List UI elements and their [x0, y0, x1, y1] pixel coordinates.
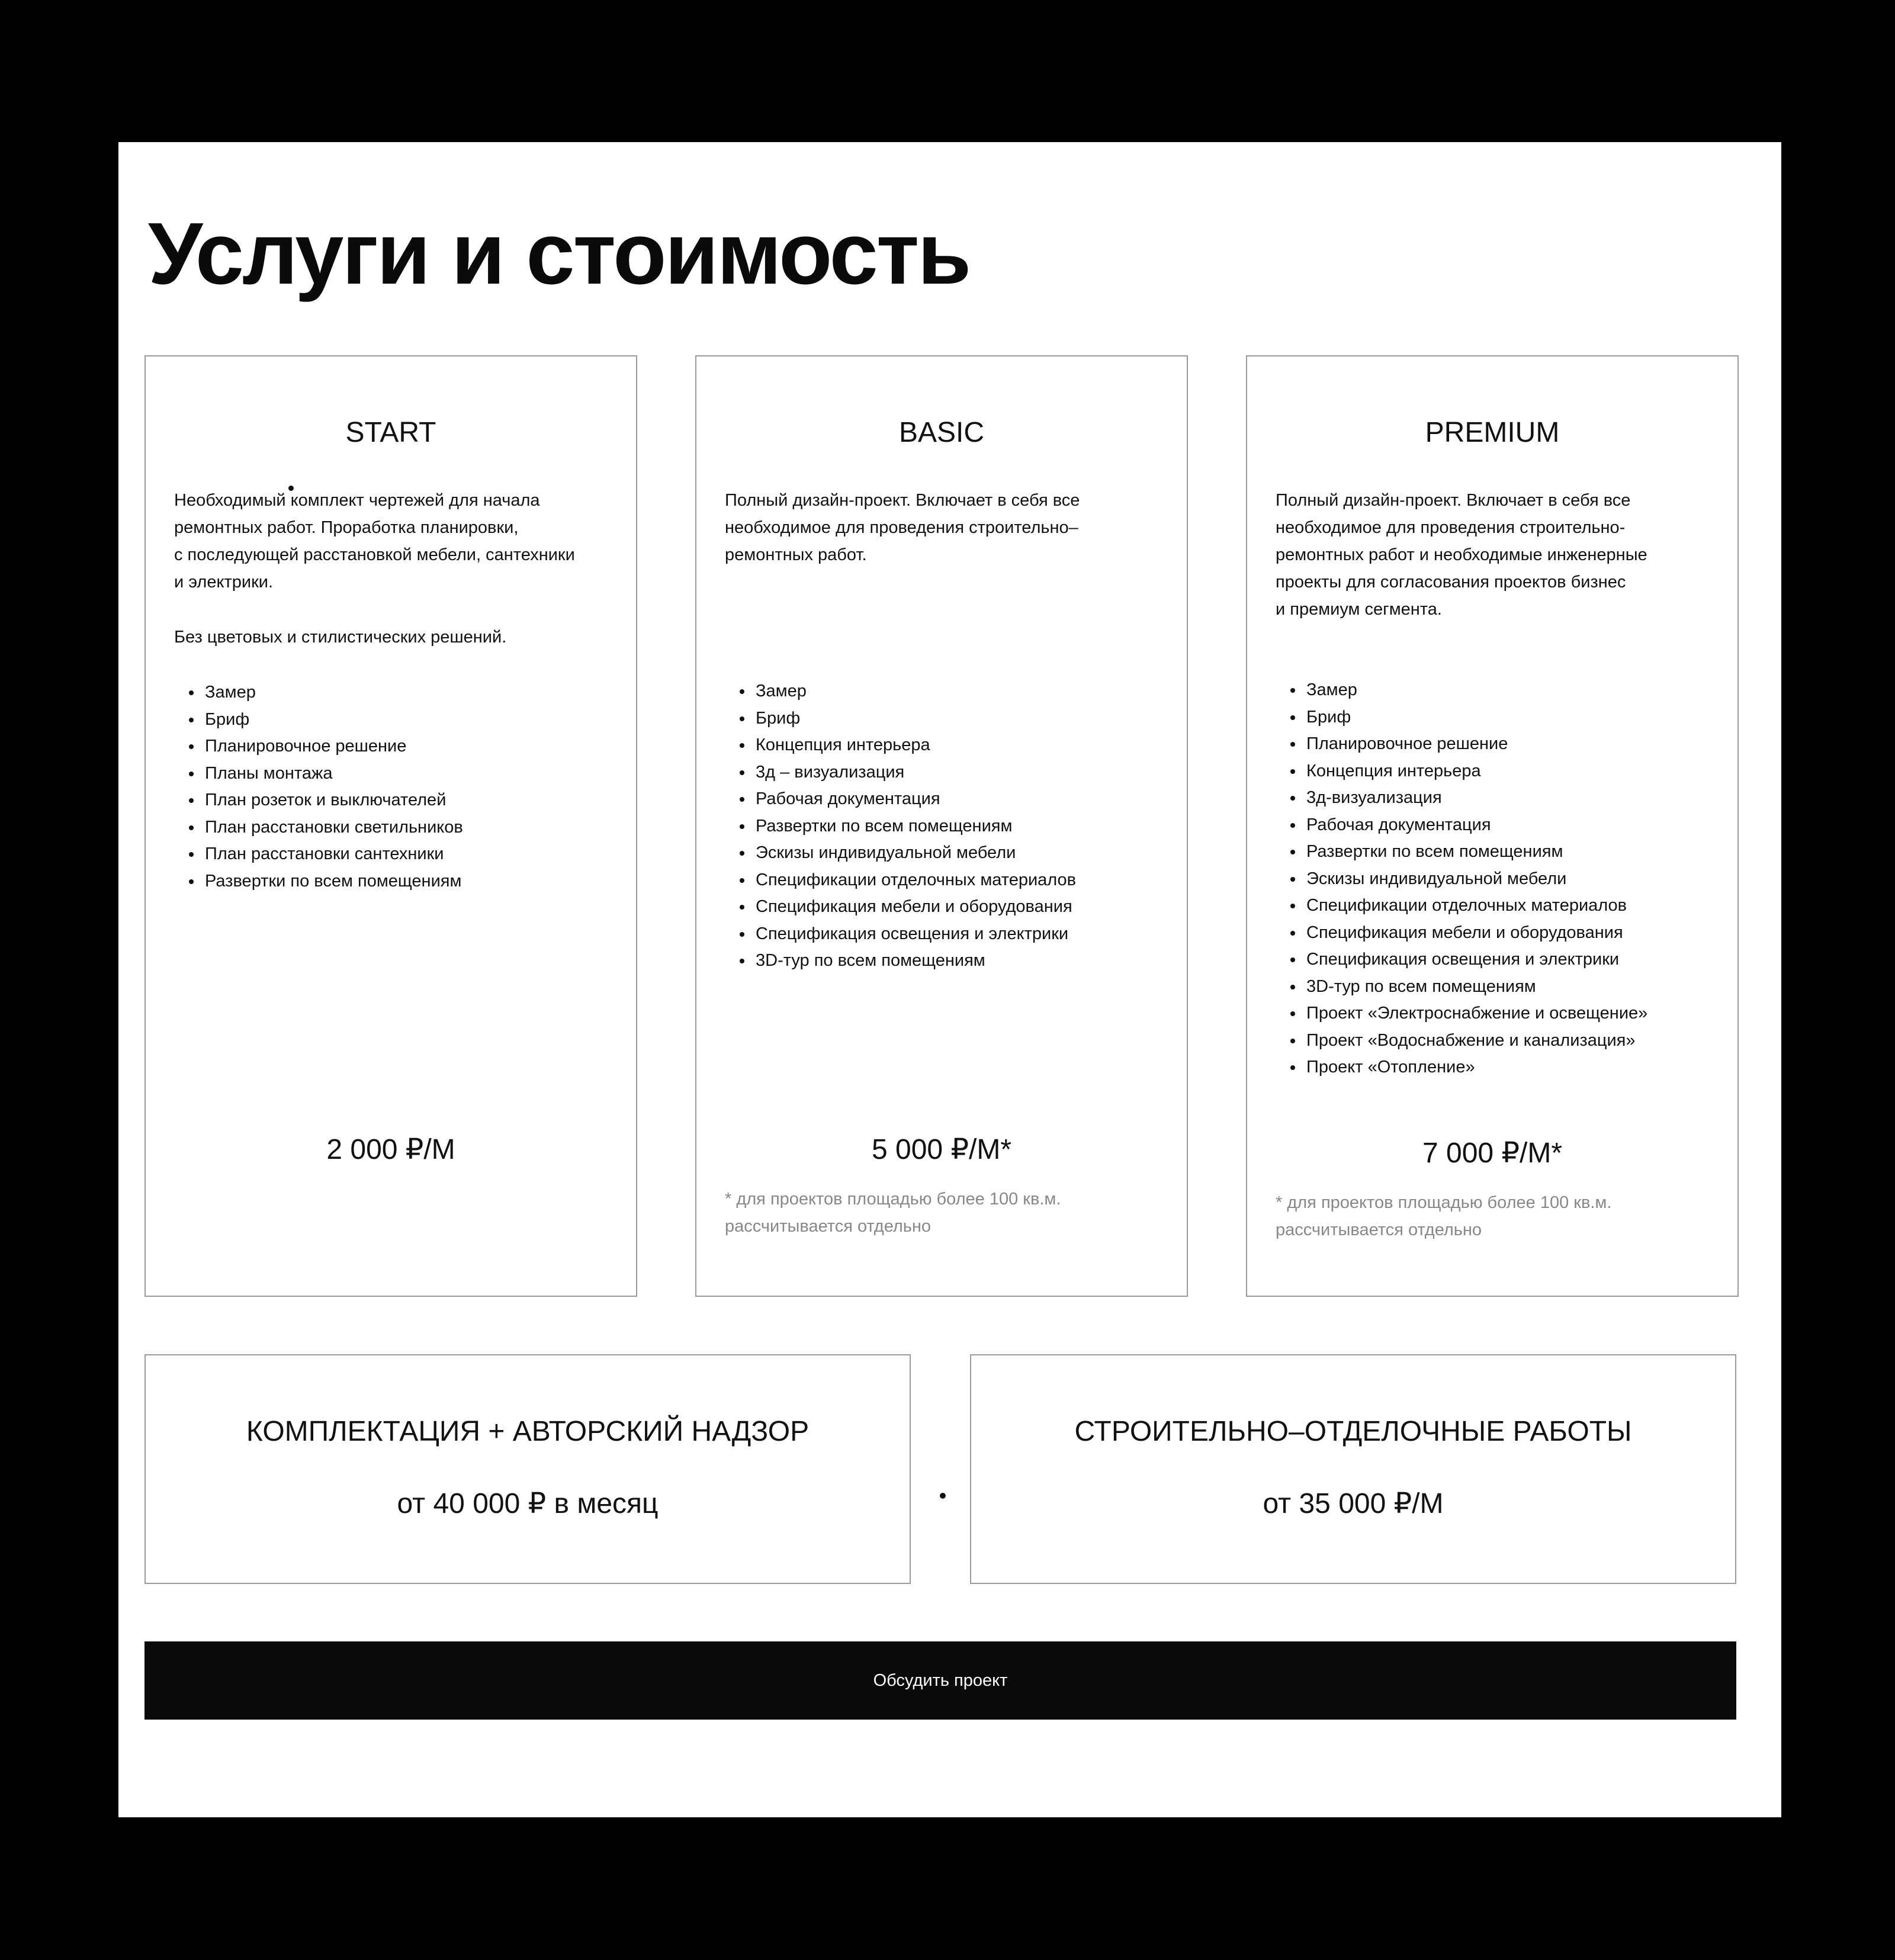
plan-description [725, 487, 1158, 568]
list-item: • Планировочное решение [203, 733, 624, 760]
feature-list [1276, 677, 1726, 1081]
service-price: от 35 000 ₽/М [1263, 1488, 1444, 1519]
list-item: • Развертки по всем помещениям [753, 813, 1175, 840]
service-price: от 40 000 ₽ в месяц [397, 1488, 659, 1519]
list-item: • Замер [753, 678, 1175, 705]
decorative-dot [288, 486, 294, 491]
feature-list [725, 678, 1175, 975]
list-item: • Развертки по всем помещениям [203, 868, 624, 895]
plan-description-text: Необходимый комплект чертежей для начала ремонтных работ. Проработка планировки, с последующей расстановкой мебели, сантехники и электрики. [174, 491, 575, 592]
list-item: • Рабочая документация [1304, 812, 1726, 839]
list-item: • Спецификация мебели и оборудования [753, 894, 1175, 921]
list-item: • Эскизы индивидуальной мебели [753, 840, 1175, 867]
plan-description [174, 487, 608, 651]
list-item: • Бриф [753, 705, 1175, 732]
service-title: СТРОИТЕЛЬНО–ОТДЕЛОЧНЫЕ РАБОТЫ [1074, 1416, 1632, 1447]
pricing-page [118, 142, 1781, 1817]
service-title: КОМПЛЕКТАЦИЯ + АВТОРСКИЙ НАДЗОР [246, 1416, 810, 1447]
list-item: • Проект «Электроснабжение и освещение» [1304, 1000, 1726, 1027]
plan-description-text: Полный дизайн-проект. Включает в себя все необходимое для проведения строительно- ремонтных работ и необходимые инженерные проекты для согласования проектов бизнес и премиум сегмента. [1276, 491, 1647, 619]
list-item: • Проект «Водоснабжение и канализация» [1304, 1027, 1726, 1055]
list-item: • План розеток и выключателей [203, 787, 624, 814]
plan-description-text: Полный дизайн-проект. Включает в себя все необходимое для проведения строительно– ремонтных работ. [725, 491, 1080, 564]
decorative-dot [940, 1493, 946, 1499]
plan-title: PREMIUM [1425, 417, 1560, 448]
list-item: • Эскизы индивидуальной мебели [1304, 866, 1726, 893]
list-item: • План расстановки сантехники [203, 841, 624, 868]
list-item: • 3D-тур по всем помещениям [753, 947, 1175, 975]
list-item: • Планы монтажа [203, 760, 624, 788]
plan-description [1276, 487, 1709, 623]
list-item: • Рабочая документация [753, 786, 1175, 813]
list-item: • Спецификация мебели и оборудования [1304, 920, 1726, 947]
plan-card-basic [695, 355, 1188, 1297]
list-item: • 3д-визуализация [1304, 785, 1726, 812]
feature-list [174, 679, 624, 895]
list-item: • Концепция интерьера [753, 732, 1175, 759]
list-item: • Спецификация освещения и электрики [1304, 946, 1726, 973]
plan-description-text: Без цветовых и стилистических решений. [174, 628, 507, 647]
service-card-construction [970, 1354, 1736, 1584]
list-item: • Бриф [203, 706, 624, 734]
list-item: • Проект «Отопление» [1304, 1054, 1726, 1081]
plan-price: 2 000 ₽/М [326, 1134, 455, 1165]
plan-card-start [144, 355, 637, 1297]
list-item: • Спецификации отделочных материалов [1304, 892, 1726, 920]
list-item: • Спецификации отделочных материалов [753, 867, 1175, 894]
plan-card-premium [1246, 355, 1739, 1297]
list-item: • Замер [203, 679, 624, 706]
discuss-project-button[interactable]: Обсудить проект [144, 1641, 1736, 1720]
list-item: • 3D-тур по всем помещениям [1304, 973, 1726, 1001]
plan-price: 5 000 ₽/М* [872, 1134, 1011, 1165]
list-item: • 3д – визуализация [753, 759, 1175, 786]
plan-price-note: * для проектов площадью более 100 кв.м. рассчитывается отдельно [1276, 1193, 1612, 1239]
list-item: • Замер [1304, 677, 1726, 704]
list-item: • Концепция интерьера [1304, 758, 1726, 785]
list-item: • Развертки по всем помещениям [1304, 838, 1726, 866]
list-item: • Спецификация освещения и электрики [753, 921, 1175, 948]
plan-price-note: * для проектов площадью более 100 кв.м. рассчитывается отдельно [725, 1190, 1061, 1236]
plan-price: 7 000 ₽/М* [1422, 1138, 1562, 1169]
service-card-supervision [144, 1354, 911, 1584]
list-item: • Бриф [1304, 704, 1726, 731]
plan-title: START [345, 417, 436, 448]
plan-title: BASIC [898, 417, 985, 448]
list-item: • Планировочное решение [1304, 731, 1726, 758]
page-title: Услуги и стоимость [148, 205, 970, 303]
list-item: • План расстановки светильников [203, 814, 624, 841]
